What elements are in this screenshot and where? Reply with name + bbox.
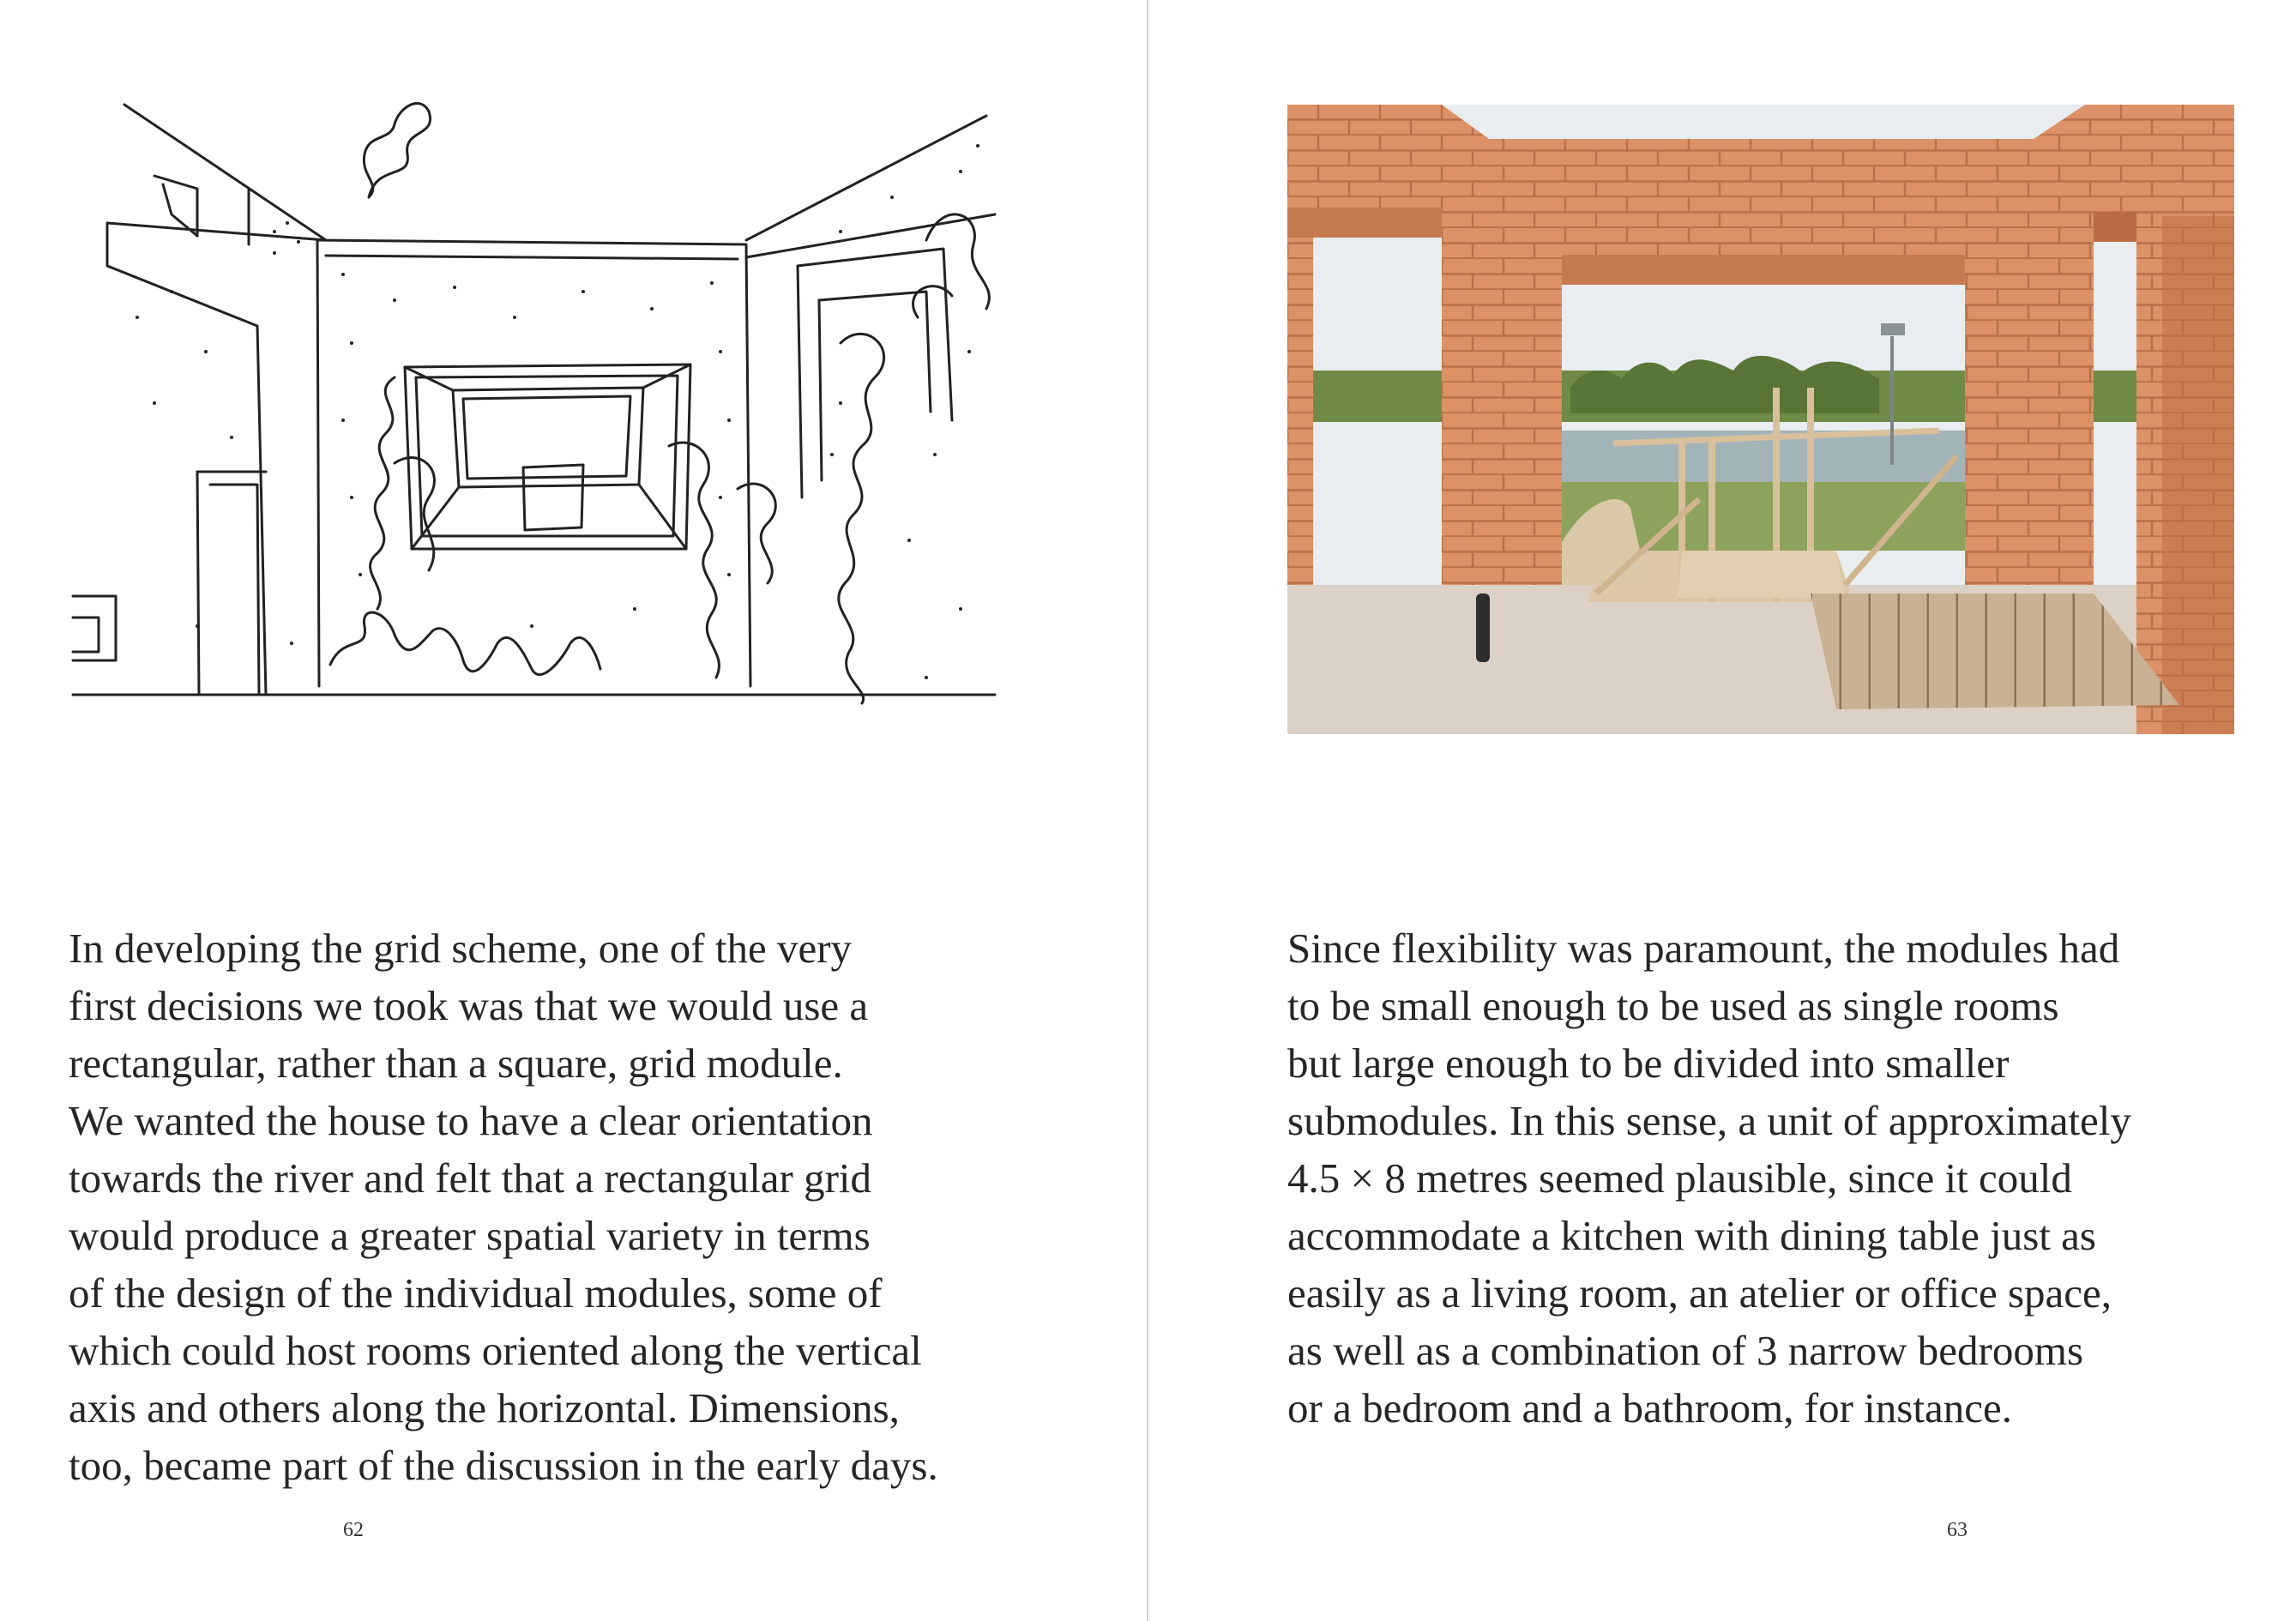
text-line: axis and others along the horizontal. Dimensions, [69,1384,900,1431]
text-line: or a bedroom and a bathroom, for instance. [1287,1384,2012,1431]
text-line: submodules. In this sense, a unit of approximately [1287,1097,2131,1144]
right-page [1148,0,2296,1621]
page-number: 63 [1947,1519,1968,1541]
text-line: Since flexibility was paramount, the modules had [1287,925,2120,972]
construction-photo-icon [1287,105,2234,734]
text-line: first decisions we took was that we would use a [69,982,869,1029]
text-line: which could host rooms oriented along the vertical [69,1327,922,1374]
page-number: 62 [343,1519,364,1541]
text-line: accommodate a kitchen with dining table just as [1287,1212,2096,1259]
architectural-sketch-icon [69,94,1029,712]
text-line: easily as a living room, an atelier or office space, [1287,1269,2112,1317]
text-line: rectangular, rather than a square, grid module. [69,1039,843,1087]
text-line: but large enough to be divided into smaller [1287,1039,2010,1087]
text-line: 4.5 × 8 metres seemed plausible, since it could [1287,1154,2072,1202]
text-line: too, became part of the discussion in the early days. [69,1442,938,1489]
text-line: to be small enough to be used as single rooms [1287,982,2059,1029]
body-paragraph [1287,919,2131,1437]
text-line: towards the river and felt that a rectangular grid [69,1154,872,1202]
text-line: would produce a greater spatial variety in terms [69,1212,871,1259]
text-line: as well as a combination of 3 narrow bedrooms [1287,1327,2084,1374]
body-paragraph [69,919,938,1494]
text-line: In developing the grid scheme, one of the very [69,925,853,972]
text-line: We wanted the house to have a clear orientation [69,1097,873,1144]
text-line: of the design of the individual modules, some of [69,1269,883,1317]
